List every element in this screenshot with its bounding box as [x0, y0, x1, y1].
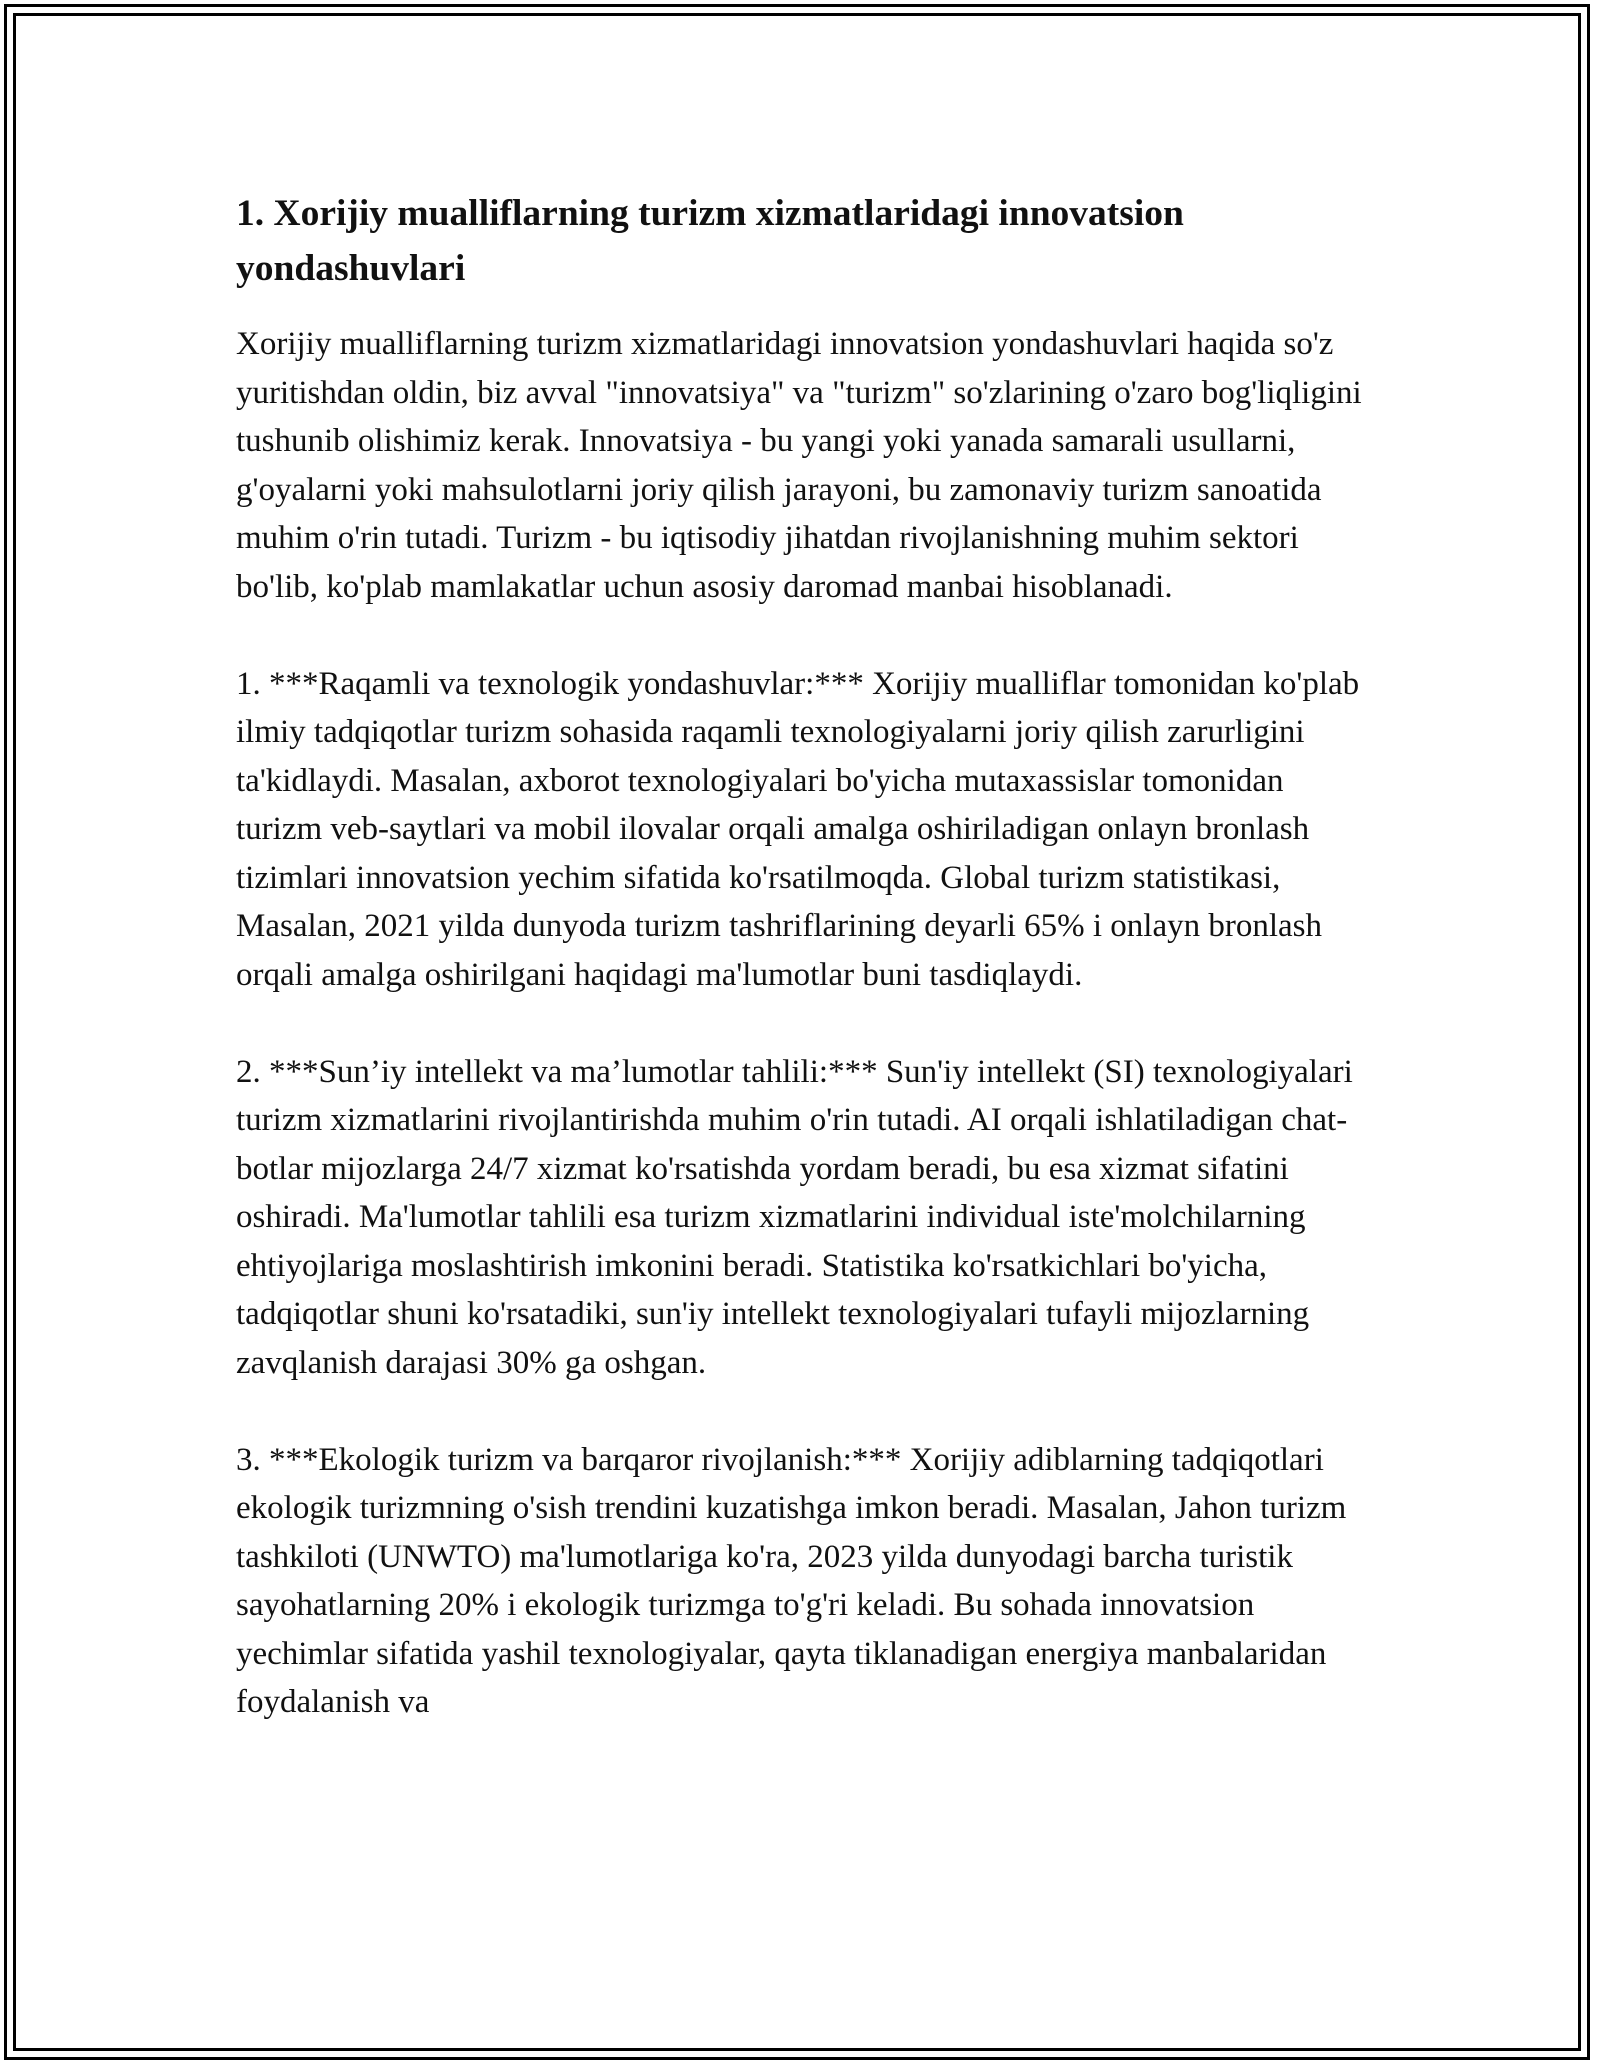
point-2-paragraph: 2. ***Sun’iy intellekt va ma’lumotlar tahlili:*** Sun'iy intellekt (SI) texnologiyalari turizm xizmatlarini rivojlantirishda muhim o'rin tutadi. AI orqali ishlatiladigan chat-botlar mijozlarga 24/7 xizmat ko'rsatishda yordam beradi, bu esa xizmat sifatini oshiradi. Ma'lumotlar tahlili esa turizm xizmatlarini individual iste'molchilarning ehtiyojlariga moslashtirish imkonini beradi. Statistika ko'rsatkichlari bo'yicha, tadqiqotlar shuni ko'rsatadiki, sun'iy intellekt texnologiyalari tufayli mijozlarning zavqlanish darajasi 30% ga oshgan. — [236, 1053, 1353, 1381]
intro-paragraph: Xorijiy mualliflarning turizm xizmatlaridagi innovatsion yondashuvlari haqida so'z yuritishdan oldin, biz avval "innovatsiya" va "turizm" so'zlarining o'zaro bog'liqligini tushunib olishimiz kerak. Innovatsiya - bu yangi yoki yanada samarali usullarni, g'oyalarni yoki mahsulotlarni joriy qilish jarayoni, bu zamonaviy turizm sanoatida muhim o'rin tutadi. Turizm - bu iqtisodiy jihatdan rivojlanishning muhim sektori bo'lib, ko'plab mamlakatlar uchun asosiy daromad manbai hisoblanadi. — [236, 326, 1362, 605]
section-heading: 1. Xorijiy mualliflarning turizm xizmatlaridagi innovatsion yondashuvlari — [236, 193, 1184, 289]
document-body — [236, 186, 1366, 1775]
point-1-paragraph: 1. ***Raqamli va texnologik yondashuvlar:*** Xorijiy mualliflar tomonidan ko'plab ilmiy tadqiqotlar turizm sohasida raqamli texnologiyalarni joriy qilish zarurligini ta'kidlaydi. Masalan, axborot texnologiyalari bo'yicha mutaxassislar tomonidan turizm veb-saytlari va mobil ilovalar orqali amalga oshiriladigan onlayn bronlash tizimlari innovatsion yechim sifatida ko'rsatilmoqda. Global turizm statistikasi, Masalan, 2021 yilda dunyoda turizm tashriflarining deyarli 65% i onlayn bronlash orqali amalga oshirilgani haqidagi ma'lumotlar buni tasdiqlaydi. — [236, 665, 1360, 993]
point-3-paragraph: 3. ***Ekologik turizm va barqaror rivojlanish:*** Xorijiy adiblarning tadqiqotlari ekologik turizmning o'sish trendini kuzatishga imkon beradi. Masalan, Jahon turizm tashkiloti (UNWTO) ma'lumotlariga ko'ra, 2023 yilda dunyodagi barcha turistik sayohatlarning 20% i ekologik turizmga to'g'ri keladi. Bu sohada innovatsion yechimlar sifatida yashil texnologiyalar, qayta tiklanadigan energiya manbalaridan foydalanish va — [236, 1441, 1347, 1720]
